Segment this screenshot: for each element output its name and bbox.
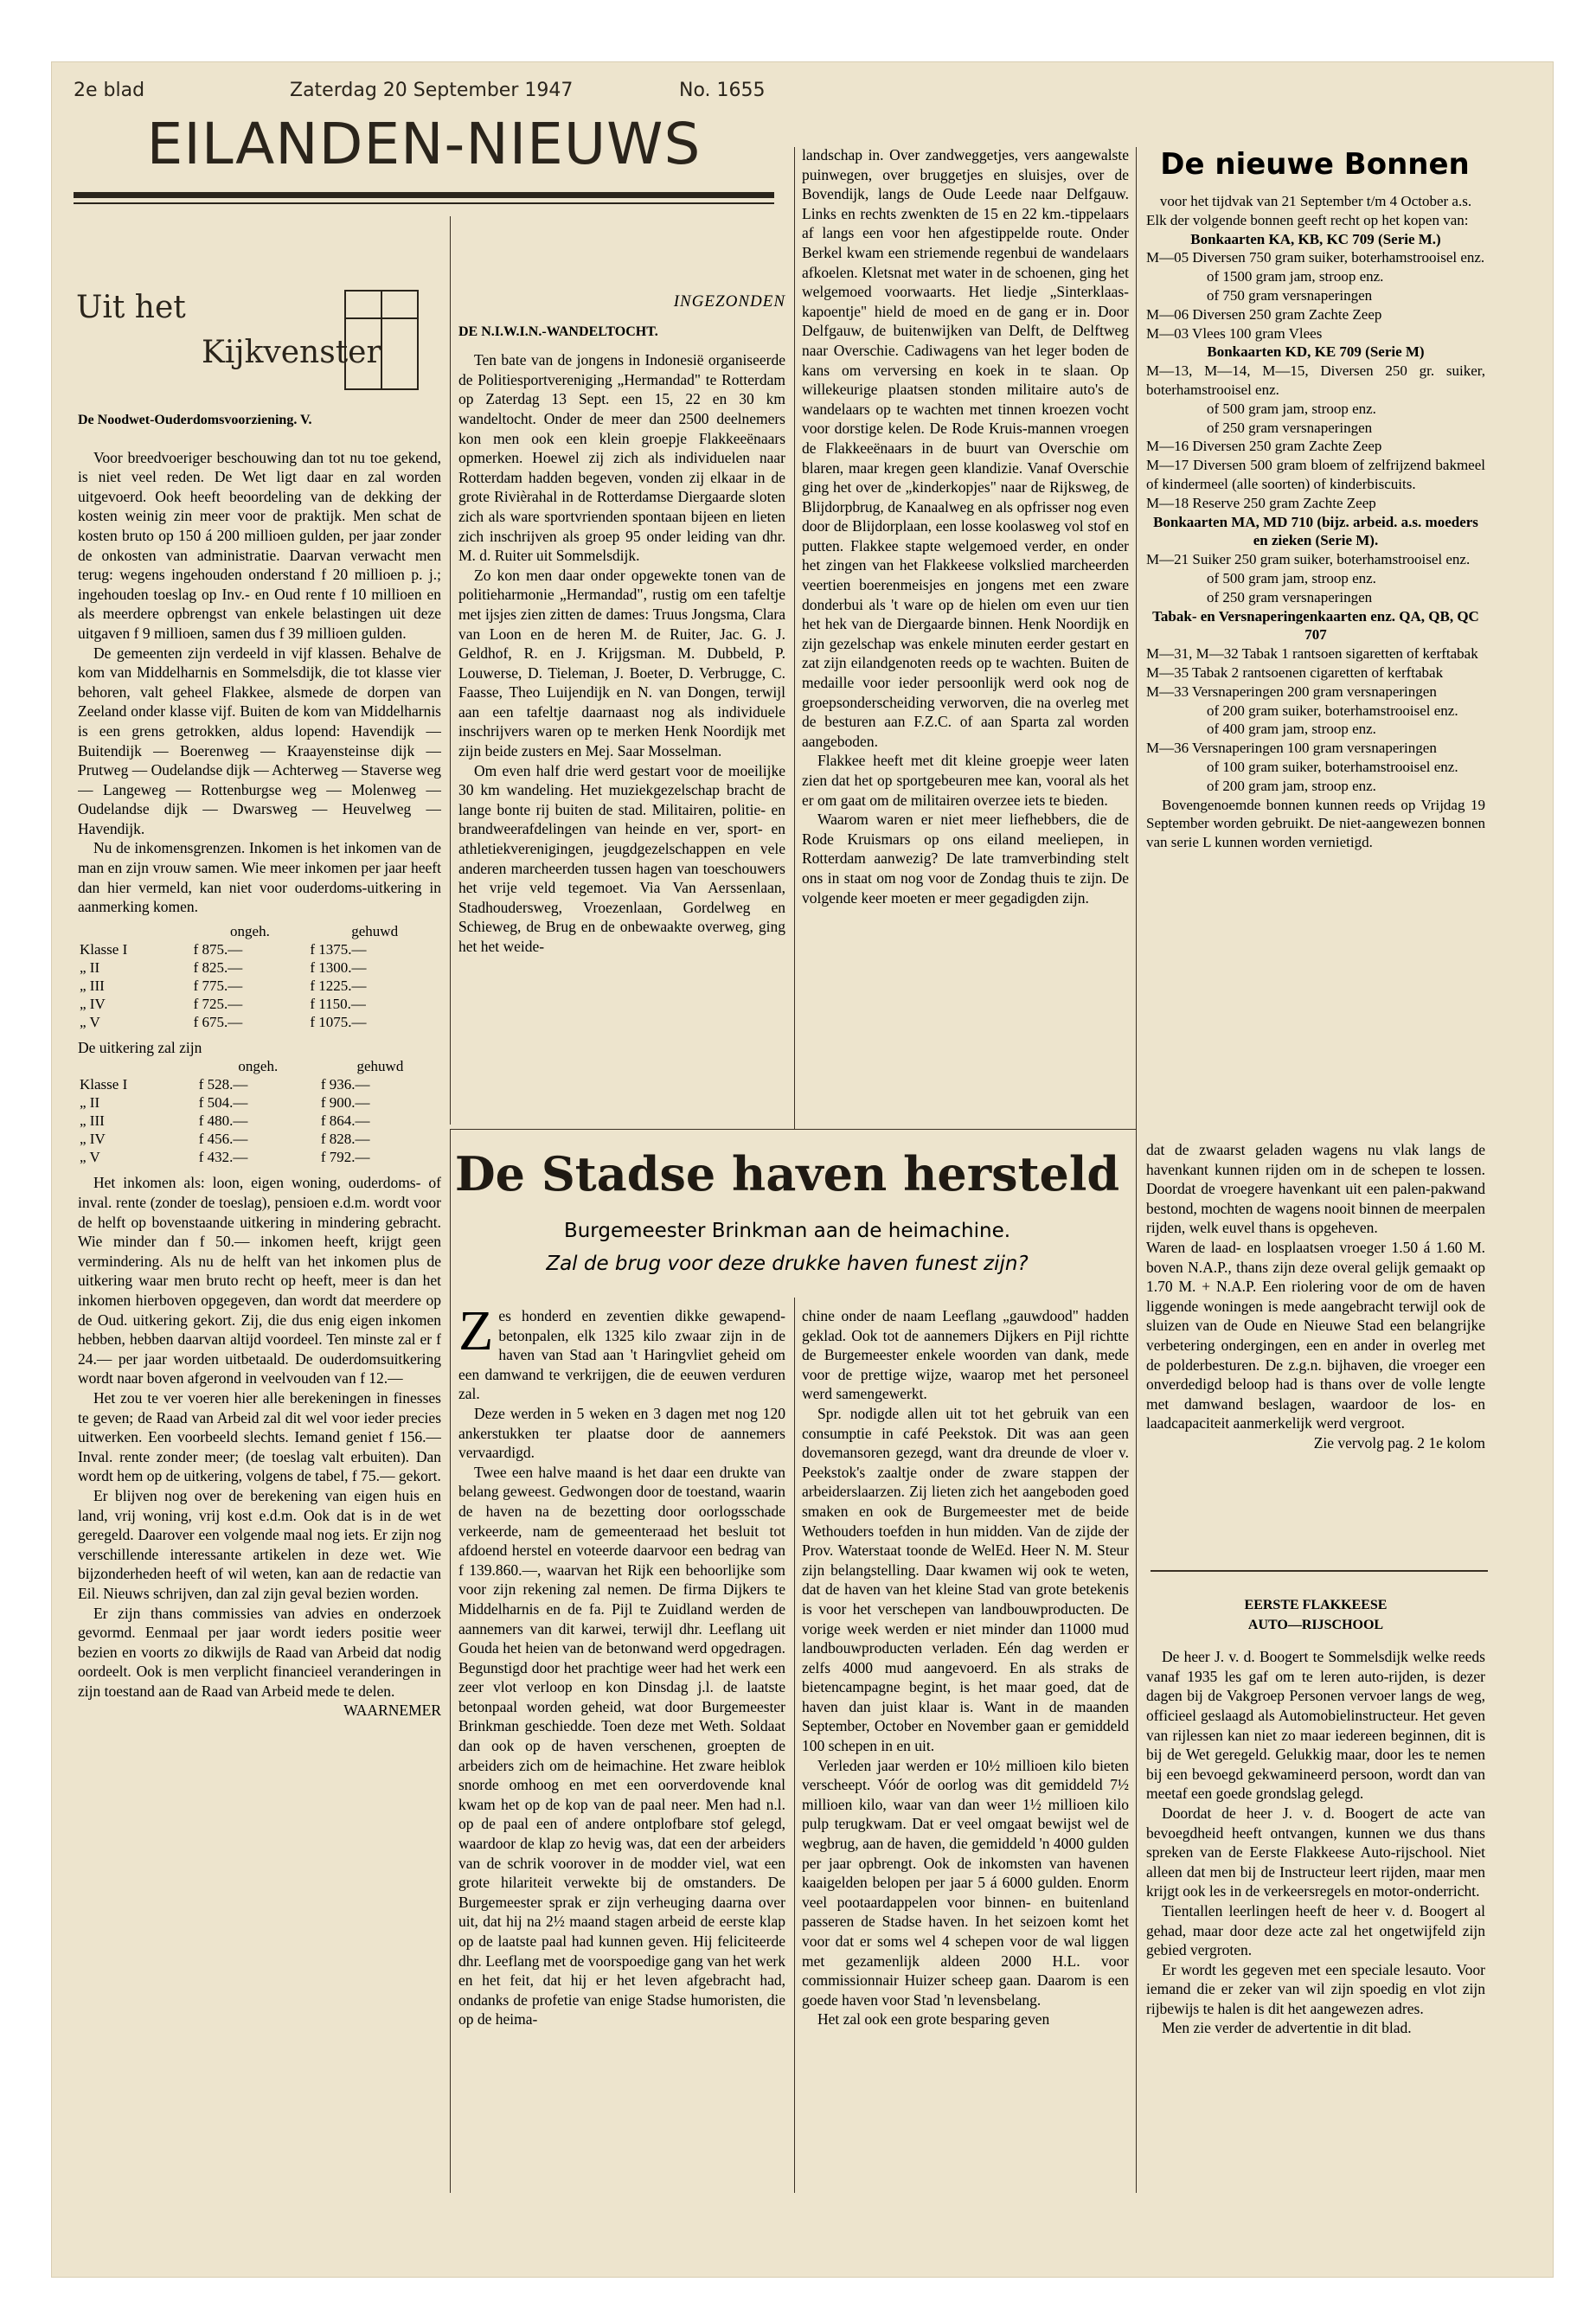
table-header: gehuwd	[351, 922, 399, 939]
bonnen-item: M—06 Diversen 250 gram Zachte Zeep	[1146, 305, 1382, 323]
drop-cap: Z	[458, 1306, 494, 1362]
paragraph: Er zijn thans commissies van advies en onderzoek gevormd. Eenmaal per jaar wordt ieders positie weer bezien en voorts zo dikwijls de Raad van Arbeid dat nodig oordeelt. Ook is men verplicht financieel veranderingen in zijn toestand aan de Raad van Arbeid mede te delen.	[78, 1604, 441, 1700]
intro: Elk der volgende bonnen geeft recht op het kopen van:	[1146, 211, 1469, 228]
table-intro: De uitkering zal zijn	[78, 1038, 202, 1056]
kijkvenster-header	[76, 290, 439, 402]
bonnen-item: M—05 Diversen 750 gram suiker, boterhamstrooisel enz.	[1146, 249, 1485, 266]
paragraph: Flakkee heeft met dit kleine groepje weer laten zien dat het op sportgebeuren mee kan, vooral als het er om gaat om de militairen overzee iets te bieden.	[802, 752, 1129, 809]
paragraph: Deze werden in 5 weken en 3 dagen met nog 120 ankerstukken ter plaatse door de aannemers vervaardigd.	[458, 1404, 785, 1462]
paragraph: Er blijven nog over de berekening van eigen huis en land, vrij woning, vrij kost e.d.m. Ook dat is in de wet geregeld. Daarover een volgende maal nog iets. Er zijn nog verschillende interessante artikelen in deze wet. Wie bijzonderheden heeft of wil weten, kan aan de redactie van Eil. Nieuws schrijven, dan zal zijn geval bezien worden.	[78, 1486, 441, 1602]
issue-number: No. 1655	[679, 80, 766, 101]
bonnen-item: M—16 Diversen 250 gram Zachte Zeep	[1146, 438, 1382, 455]
bonnen-item: M—17 Diversen 500 gram bloem of zelfrijzend bakmeel of kindermeel (alle soorten) of kinderbiscuits.	[1146, 457, 1485, 492]
bonnen-item: of 250 gram versnaperingen	[1207, 419, 1373, 436]
table-row: „ V f 675.— f 1075.—	[80, 1013, 367, 1030]
column-haven-c	[1146, 1140, 1485, 1555]
bonnen-item: of 1500 gram jam, stroop enz.	[1207, 268, 1384, 285]
bonnen-item: M—36 Versnaperingen 100 gram versnaperingen	[1146, 740, 1437, 757]
paragraph: landschap in. Over zandweggetjes, vers aangewalste puinwegen, over bruggetjes en sluisjes, over de Bovendijk, langs de Oude Leede naar Delfgauw. Links en rechts zwenkten de 15 en 22 km.-tippelaars af langs een voor hen afgestippelde route. Onder Berkel kwam een striemende regenbui de wandelaars afkoelen. Kletsnat met water in de schoenen, ging het welgemoed voorwaarts. Het liedje „Sinterklaas-kapoentje" hield de moed en de gang er in. Door Delfgauw, de buitenwijken van Delft, de Delftweg naar Overschie. Cadiwagens van het leger boden de kans om verversing en koek in te slaan. Op willekeurige plaatsen stonden militaire auto's de wandelaars op te wachten met tinnen kroezen vocht voor dorstige kelen. De Rode Kruis-mannen vroegen de Flakkeeënaars in de buurt van Overschie om blaren, maar kregen geen klandizie. Vanaf Overschie ging het over de „kinderkopjes" naar de Rijksweg, de Blijdorpbrug, de Kanaalweg en als opfrisser nog even door de Blijdorplaan, een losse koolasweg vol stof en putten. Flakkee stapte welgemoed verder, en onder het zingen van het Flakkeese volkslied marcheerden veertien boerenmeisjes en jongens met een zware donderbui als 't ware op de hielen om even uur tien het hek van de Diergaarde binnen. Henk Noordijk en zijn gezelschap was enkele minuten eerder gestart en zat zijn eilandgenoten reeds op te wachten. Buiten de medaille voor ieder persoonlijk werd ook nog de groepsonderscheiding verworven, die na overleg met de besturen aan F.Z.C. of aan Sparta zal worden aangeboden.	[802, 146, 1129, 750]
table-row: „ II f 504.— f 900.—	[80, 1094, 370, 1112]
paragraph: Spr. nodigde allen uit tot het gebruik van een consumptie in café Peekstok. Dit was aan geen dovemansoren gezegd, want dra dreunde de vloer v. Peekstok's zaaltje onder de zware stappen der arbeiderslaarzen. Zij lieten zich het aangeboden goed smaken en ook de Burgemeester met de beide Wethouders toefden in hun midden. Van de zijde der Prov. Waterstaat toonde de WelEd. Heer N. M. Steur zijn belangstelling. Daar kwamen wij ook te weten, dat de haven van het kleine Stad van grote betekenis is voor het verschepen van landbouwproducten. De vorige week werden er niet minder dan 11000 mud landbouwproducten verladen. Eén dag werden er zelfs 4000 mud aangevoerd. En als straks de bietencampagne begint, is het maar goed, dat de haven dan juist klaar is. Want in de maanden September, October en November gaan er gemiddeld 100 schepen in en uit.	[802, 1404, 1129, 1755]
column-haven-b	[802, 1306, 1129, 2193]
table-row: „ IV f 725.— f 1150.—	[80, 995, 366, 1012]
bonnen-item: of 200 gram suiker, boterhamstrooisel enz.	[1207, 702, 1458, 719]
column-ingezonden	[458, 292, 785, 1123]
bonnen-item: of 200 gram jam, stroop enz.	[1207, 777, 1376, 794]
paragraph: Waren de laad- en losplaatsen vroeger 1.50 á 1.60 M. boven N.A.P., thans zijn deze overal gelijk gemaakt op 1.70 M. + N.A.P. Een riolering voor de om de haven liggende woningen is mede aangebracht terwijl ook de sluizen van de Oude en Nieuwe Stad een belangrijke verbetering ondergingen, een en ander in overleg met de polderbesturen. De z.g.n. bijhaven, die vroeger een onverdedigd beloop had is thans over de volle lengte met damwand beslagen, waardoor de los- en laadcapaciteit aanmerkelijk werd vergroot.	[1146, 1238, 1485, 1433]
bonnen-card-heading: Tabak- en Versnaperingenkaarten enz. QA, QB, QC 707	[1152, 607, 1479, 644]
paragraph: Het zou te ver voeren hier alle berekeningen in finesses te geven; de Raad van Arbeid zal dit wel voor ieder precies uitwerken. Een voorbeeld slechts. Iemand geniet f 156.— Inval. rente zonder meer; (de toeslag valt erbuiten). Dan wordt hem op de uitkering, volgens de tabel, f 75.— gekort.	[78, 1388, 441, 1485]
paragraph: chine onder de naam Leeflang „gauwdood" hadden geklad. Ook tot de aannemers Dijkers en Pijl richtte de Burgemeester enkele woorden van dank, mede voor de prettige wijze, waarop met het personeel werd samengewerkt.	[802, 1307, 1129, 1403]
paragraph: Nu de inkomensgrenzen. Inkomen is het inkomen van de man en zijn vrouw samen. Wie meer inkomen per jaar heeft dan hier vermeld, kan niet voor ouderdoms-uitkering in aanmerking komen.	[78, 839, 441, 916]
closing: Bovengenoemde bonnen kunnen reeds op Vrijdag 19 September worden gebruikt. De niet-aangewezen bonnen van serie L kunnen worden vernietigd.	[1146, 796, 1485, 851]
signature: WAARNEMER	[343, 1702, 441, 1720]
masthead-rule	[74, 192, 774, 198]
paragraph: Twee een halve maand is het daar een drukte van belang geweest. Gedwongen door de toestand, waarin de haven na de bezetting door oorlogsschade verkeerde, nam de gemeenteraad het besluit tot afdoend herstel en voteerde daarvoor een bedrag van f 139.860.—, waarvan het Rijk een behoorlijke som voor zijn rekening zal nemen. De firma Dijkers te Middelharnis en de fa. Pijl te Zuidland werden de aannemers van dit karwei, terwijl dhr. Leeflang uit Gouda het heien van de betonwand werd opgedragen. Begunstigd door het prachtige weer had het werk een zeer vlot verloop en kon Dinsdag j.l. de laatste betonpaal worden geheid, wat door Burgemeester Brinkman geschiedde. Toen deze met Weth. Soldaat dan ook op de haven verschenen, groepten de arbeiders zich om de heimachine. Het zware heiblok snorde omhoog en met een oorverdovende knal kwam het op de kop van de paal neer. Men had n.l. op de paal een of andere ontplofbare stof gelegd, waardoor de klap zo hevig was, dat een der arbeiders van de schrik voorover in de modder viel, wat een grote hilariteit verwekte bij de omstanders. De Burgemeester sprak er zijn verheuging daarna over uit, dat hij na 2½ maand stagen arbeid de eerste klap op de laatste paal had kunnen geven. Hij feliciteerde dhr. Leeflang met de voorspoedige gang van het werk en het feit, dat hij er het leven afgebracht had, ondanks de profetie van enige Stadse humoristen, die op de heima-	[458, 1463, 785, 2029]
bonnen-item: of 100 gram suiker, boterhamstrooisel enz.	[1207, 758, 1458, 775]
bonnen-item: M—35 Tabak 2 rantsoenen cigaretten of kerftabak	[1146, 663, 1444, 681]
table-row: Klasse I f 528.— f 936.—	[80, 1076, 370, 1093]
bonnen-item: of 250 gram versnaperingen	[1207, 588, 1373, 606]
table-row: „ II f 825.— f 1300.—	[80, 958, 367, 976]
paragraph: Het zal ook een grote besparing geven	[817, 2010, 1050, 2029]
column-bonnen	[1146, 192, 1485, 1126]
newspaper-title: EILANDEN-NIEUWS	[146, 111, 702, 177]
paragraph: Men zie verder de advertentie in dit blad.	[1162, 2019, 1412, 2037]
column-wandeltocht-cont	[802, 145, 1129, 1123]
column-kijkvenster	[78, 411, 441, 2193]
column-divider	[450, 1129, 451, 2193]
table-header: ongeh.	[238, 1058, 279, 1075]
benefit-table	[78, 1057, 441, 1166]
section-rule	[450, 1129, 1136, 1130]
table-row: „ V f 432.— f 792.—	[80, 1149, 370, 1166]
bonnen-item: M—33 Versnaperingen 200 gram versnaperingen	[1146, 683, 1437, 700]
table-row: „ III f 775.— f 1225.—	[80, 977, 367, 994]
bonnen-item: M—18 Reserve 250 gram Zachte Zeep	[1146, 494, 1376, 511]
income-table	[78, 922, 441, 1031]
subheadline: Burgemeester Brinkman aan de heimachine.	[563, 1220, 1011, 1242]
article-subtitle: De Noodwet-Ouderdomsvoorziening. V.	[78, 413, 312, 427]
main-headline: De Stadse haven hersteld	[454, 1146, 1120, 1202]
paragraph: dat de zwaarst geladen wagens nu vlak langs de havenkant kunnen rijden om in de schepen te lossen. Doordat de vroegere havenkant uit een palen-pakwand bestond, mochten de wagens nooit binnen de meerpalen rijden, welk euvel thans is opgeheven.	[1146, 1141, 1485, 1237]
masthead-rule-thin	[74, 202, 774, 204]
paragraph: De gemeenten zijn verdeeld in vijf klassen. Behalve de kom van Middelharnis en Sommelsdijk, die tot klasse vier behoren, valt geheel Flakkee, alsmede de dorpen van Zeeland onder klasse vijf. Buiten de kom van Middelharnis is een grens getrokken, aldus lopend: Havendijk — Buitendijk — Boerenweg — Kraayensteinse dijk — Prutweg — Oudelandse dijk — Achterweg — Staverse weg — Langeweg — Rottenburgse weg — Molenweg — Oudelandse dijk — Dwarsweg — Heuvelweg — Havendijk.	[78, 644, 441, 837]
article-title: DE N.I.W.I.N.-WANDELTOCHT.	[458, 324, 658, 339]
bonnen-item: of 750 gram versnaperingen	[1207, 286, 1373, 304]
paragraph: Het inkomen als: loon, eigen woning, ouderdoms- of inval. rente (zonder de toeslag), pensioen e.d.m. wordt voor de helft op bovenstaande uitkering in mindering gebracht. Wie minder dan f 50.— inkomen heeft, krijgt geen vermindering. Als nu de helft van het inkomen plus de uitkering waar men bruto recht op heeft, meer is dan het inkomen hierboven opgegeven, dan wordt dat meerdere op de Oud. uitkering gekort. Zij, die dus enig eigen inkomen hebben, hebben daarvan altijd voordeel. Ten minste zal er f 24.— per jaar worden uitbetaald. De ouderdomsuitkering wordt naar boven afgerond in veelvouden van f 12.—	[78, 1174, 441, 1388]
paragraph: Er wordt les gegeven met een speciale lesauto. Voor iemand die er zeker van wil zijn spoedig en vlot zijn rijbewijs te halen is dit het aangewezen adres.	[1146, 1960, 1485, 2017]
bonnen-title: De nieuwe Bonnen	[1160, 147, 1470, 182]
bonnen-card-heading: Bonkaarten KA, KB, KC 709 (Serie M.)	[1190, 230, 1441, 247]
paragraph: De heer J. v. d. Boogert te Sommelsdijk welke reeds vanaf 1935 les gaf om te leren auto-rijden, is dezer dagen bij de Vakgroep Personen vervoer langs de weg, officieel geslaagd als Automobielinstructeur. Het geven van rijlessen kan niet zo maar iedereen beginnen, dit is bij de Wet geregeld. Gelukkig maar, door les te nemen bij een bevoegd gekwamineerd persoon, wordt dan van meetaf een goede grondslag gelegd.	[1146, 1648, 1485, 1803]
paragraph: Waarom waren er niet meer liefhebbers, die de Rode Kruismars op ons eiland meeliepen, in Rotterdam aanwezig? De late tramverbinding stelt ons in staat om nog voor de Zondag thuis te zijn. De volgende keer moeten er meer gegadigden zijn.	[802, 811, 1129, 907]
edition-label: 2e blad	[74, 80, 145, 101]
issue-date: Zaterdag 20 September 1947	[290, 80, 574, 101]
paragraph: Ten bate van de jongens in Indonesië organiseerde de Politiesportvereniging „Hermandad" te Rotterdam op Zaterdag 13 Sept. een 15, 22 en 30 km wandeltocht. Onder de meer dan 2500 deelnemers kon men ook een klein groepje Flakkeeënaars opmerken. Hoewel zij zich als individuelen naar Rotterdam hadden begeven, vonden zij elkaar in de grote Rivièrahal in de Rotterdamse Diergaarde sloten zich als ware sportvrienden spontaan bijeen en lieten zich inschrijven als groep 95 onder leiding van dhr. M. d. Ruiter uit Sommelsdijk.	[458, 351, 785, 565]
table-header: ongeh.	[230, 922, 270, 939]
paragraph: Zo kon men daar onder opgewekte tonen van de politieharmonie „Hermandad", rustig om een tafeltje met ijsjes zien zitten de dames: Truus Jongsma, Clara van Loon en de heren M. de Ruiter, Jac. G. J. Geldhof, R. en J. Krijgsman. M. Dubbeld, P. Louwerse, D. Tieleman, J. Boeter, D. Verbrugge, C. Faasse, Theo Luijendijk en N. van Dongen, terwijl aan een tafeltje daarnaast nog als individuele inschrijvers waren op te merken Henk Noordijk met zijn beide zusters en Mej. Saar Mosselman.	[458, 566, 785, 760]
bonnen-item: M—21 Suiker 250 gram suiker, boterhamstrooisel enz.	[1146, 551, 1471, 568]
article-title: EERSTE FLAKKEESE	[1244, 1598, 1388, 1612]
paragraph: Zes honderd en zeventien dikke gewapend-betonpalen, elk 1325 kilo zwaar zijn in de haven van Stad aan 't Haringvliet geheid om een damwand te verkrijgen, die de eeuwen verduren zal.	[458, 1306, 785, 1403]
section-rule	[1151, 1570, 1488, 1572]
column-divider	[794, 147, 795, 1129]
bonnen-card-heading: Bonkaarten MA, MD 710 (bijz. arbeid. a.s. moeders en zieken (Serie M).	[1153, 513, 1478, 549]
column-autoschool	[1146, 1596, 1485, 2193]
continued-note: Zie vervolg pag. 2 1e kolom	[1313, 1433, 1485, 1452]
bonnen-item: of 500 gram jam, stroop enz.	[1207, 569, 1376, 586]
header-word-2: Kijkvenster	[202, 335, 381, 370]
table-row: „ IV f 456.— f 828.—	[80, 1131, 370, 1148]
bonnen-item: of 500 gram jam, stroop enz.	[1207, 400, 1376, 417]
subheadline-question: Zal de brug voor deze drukke haven funest zijn?	[546, 1253, 1029, 1275]
paragraph: Tientallen leerlingen heeft de heer v. d. Boogert al gehad, maar door deze acte zal het ongetwijfeld zijn gebied vergroten.	[1146, 1901, 1485, 1959]
bonnen-list	[1146, 230, 1485, 796]
paragraph: Verleden jaar werden er 10½ millioen kilo bieten verscheept. Vóór de oorlog was dit gemiddeld 7½ millioen kilo, waar van dan weer 1½ millioen kilo pulp terugkwam. Dat er veel omgaat bewijst wel de wegbrug, aan de haven, die gemiddeld 'n 4000 gulden per jaar opbrengt. Ook de inkomsten van havenen kaaigelden belopen per jaar 5 á 6000 gulden. Enorm veel pootaardappelen voor binnen- en buitenland passeren de Stadse haven. In het seizoen komt het voor dat er soms wel 4 schepen voor de wal liggen met gezamenlijk aldeen 2000 H.L. voor commissionnair Huizer scheep gaan. Daarom is een goede haven voor Stad 'n levensbelang.	[802, 1756, 1129, 2009]
period: voor het tijdvak van 21 September t/m 4 October a.s.	[1159, 193, 1472, 209]
bonnen-card-heading: Bonkaarten KD, KE 709 (Serie M)	[1207, 343, 1425, 361]
section-label: INGEZONDEN	[673, 292, 785, 311]
bonnen-item: of 400 gram jam, stroop enz.	[1207, 721, 1376, 738]
column-divider	[450, 216, 451, 1125]
header-word: Uit het	[76, 290, 186, 325]
bonnen-item: M—03 Vlees 100 gram Vlees	[1146, 324, 1323, 342]
column-divider	[794, 1298, 795, 2193]
table-row: „ III f 480.— f 864.—	[80, 1112, 370, 1130]
paragraph: Doordat de heer J. v. d. Boogert de acte van bevoegdheid heeft ontvangen, kunnen we dus thans spreken van de Eerste Flakkeese Auto-rijschool. Niet alleen dat men bij de Instructeur leert rijden, maar men krijgt ook les in de verkeersregels en motor-onderricht.	[1146, 1804, 1485, 1900]
table-row: Klasse I f 875.— f 1375.—	[80, 940, 367, 958]
column-divider	[1136, 1129, 1137, 2193]
bonnen-item: M—13, M—14, M—15, Diversen 250 gr. suiker, boterhamstrooisel enz.	[1146, 362, 1485, 398]
article-title-2: AUTO—RIJSCHOOL	[1247, 1617, 1384, 1632]
bonnen-item: M—31, M—32 Tabak 1 rantsoen sigaretten of kerftabak	[1146, 645, 1478, 663]
column-haven-a	[458, 1306, 785, 2193]
table-header: gehuwd	[356, 1058, 404, 1075]
paragraph: Om even half drie werd gestart voor de moeilijke 30 km wandeling. Het muziekgezelschap bracht de lange bonte rij buiten de stad. Militairen, politie- en brandweerafdelingen van heinde en ver, sport- en athletiekverenigingen, jeugdgezelschappen en vele anderen marcheerden tussen hagen van toeschouwers het vrije veld tegemoet. Via Van Aerssenlaan, Stadhoudersweg, Vroezenlaan, Gordelweg en Schieweg, de Brug en de onbewaakte overweg, ging het het weide-	[458, 761, 785, 955]
paragraph: Voor breedvoeriger beschouwing dan tot nu toe gekend, is niet veel reden. De Wet ligt daar en zal worden uitgevoerd. Ook heeft beoordeling van de dekking der kosten weinig zin meer voor de praktijk. Men schat de kosten bruto op 150 á 200 millioen gulden, per jaar zonder de onkosten van administratie. Daarvan verwacht men terug: wegens ingehouden onderstand f 20 millioen p. j.; ingehouden toeslag op Inv.- en Oud rente f 10 millioen en als meerdere opbrengst van enkele belastingen uit deze uitgaven f 9 millioen, samen dus f 39 millioen gulden.	[78, 448, 441, 642]
column-divider	[1136, 147, 1137, 1129]
